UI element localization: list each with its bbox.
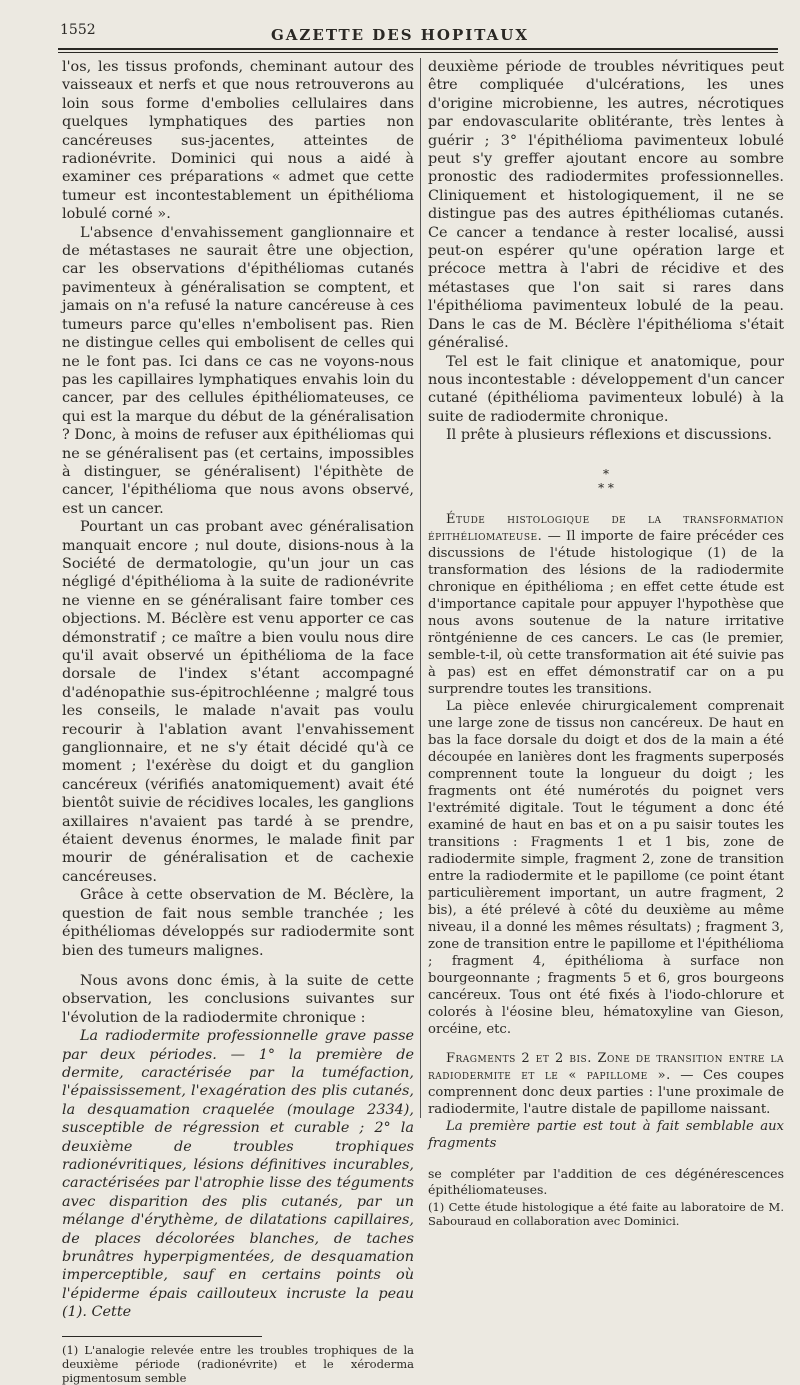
left-column	[62, 58, 414, 1385]
paragraph: La radiodermite professionnelle grave passe par deux périodes. — 1° la première de dermite, caractérisée par la tuméfaction, l'épaississement, l'exagération des plis cutanés, la desquamation craquelée (moulage 2334), susceptible de régression et curable ; 2° la deuxième de troubles trophiques radionévritiques, lésions définitives incurables, caractérisées par l'atrophie lisse des téguments avec disparition des plis cutanés, par un mélange d'érythème, de dilatations capillaires, de places décolorées blanches, de taches brunâtres hyperpigmentées, de desquamation imperceptible, sauf en certains points où l'épiderme épais caillouteux incruste la peau (1). Cette	[62, 1028, 414, 1321]
paragraph: Nous avons donc émis, à la suite de cette observation, les conclusions suivantes sur l'évolution de la radiodermite chronique :	[62, 972, 414, 1026]
paragraph: Il prête à plusieurs réflexions et discussions.	[446, 427, 772, 444]
paragraph	[428, 511, 784, 698]
section-stars: * * *	[598, 466, 614, 495]
paragraph: La pièce enlevée chirurgicalement comprenait une large zone de tissus non cancéreux. De haut en bas la face dorsale du doigt et dos de la main a été découpée en lanières dont les fragments superposés comprennent toute la longueur du doigt ; les fragments ont été numérotés du poignet vers l'extrémité digitale. Tout le tégument a donc été examiné de haut en bas et on a pu saisir toutes les transitions : Fragments 1 et 1 bis, zone de radiodermite simple, fragment 2, zone de transition entre la radiodermite et le papillome (ce point étant particulièrement important, un autre fragment, 2 bis), a été prélevé à côté du deuxième au même niveau, il a donné les mêmes résultats) ; fragment 3, zone de transition entre le papillome et l'épithélioma ; fragment 4, épithélioma à surface non bourgeonnante ; fragments 5 et 6, gros bourgeons cancéreux. Tous ont été fixés à l'iodo-chlorure et colorés à l'éosine bleu, hématoxyline van Gieson, orcéine, etc.	[428, 698, 784, 1037]
footnote: (1) Cette étude histologique a été faite au laboratoire de M. Sabouraud en collaboration avec Dominici.	[428, 1199, 784, 1228]
page-number: 1552	[60, 22, 96, 38]
right-column	[428, 58, 784, 1228]
paragraph: Tel est le fait clinique et anatomique, pour nous incontestable : développement d'un cancer cutané (épithélioma pavimenteux lobulé) à la suite de radiodermite chronique.	[428, 353, 784, 425]
header-rule	[58, 48, 778, 50]
running-title: GAZETTE DES HOPITAUX	[270, 26, 529, 44]
paragraph: Grâce à cette observation de M. Béclère, la question de fait nous semble tranchée ; les épithéliomas développés sur radiodermite sont bien des tumeurs malignes.	[62, 887, 414, 959]
paragraph: La première partie est tout à fait semblable aux fragments	[428, 1118, 784, 1151]
section-text: — Ces coupes comprennent donc deux parties : l'une proximale de radiodermite, l'autre distale de papillome naissant.	[428, 1067, 784, 1117]
footnote: (1) L'analogie relevée entre les troubles trophiques de la deuxième période (radionévrite) et le xéroderma pigmentosum semble	[62, 1342, 414, 1385]
paragraph: deuxième période de troubles névritiques peut être compliquée d'ulcérations, les unes d'origine microbienne, les autres, nécrotiques par endovascularite oblitérante, très lentes à guérir ; 3° l'épithélioma pavimenteux lobulé peut s'y greffer ajoutant encore au sombre pronostic des radiodermites professionnelles. Cliniquement et histologiquement, il ne se distingue pas des autres épithéliomas cutanés. Ce cancer a tendance à rester localisé, aussi peut-on espérer qu'une opération large et précoce mettra à l'abri de récidive et des métastases que l'on sait si rares dans l'épithélioma pavimenteux lobulé de la peau. Dans le cas de M. Béclère l'épithélioma s'était généralisé.	[428, 59, 784, 352]
paragraph	[428, 1050, 784, 1118]
paragraph: l'os, les tissus profonds, cheminant autour des vaisseaux et nerfs et que nous retrouverons au loin sous forme d'embolies cellulaires dans quelques lymphatiques des parties non cancéreuses sus-jacentes, atteintes de radionévrite. Dominici qui nous a aidé à examiner ces préparations « admet que cette tumeur est incontestablement un épithélioma lobulé corné ».	[62, 59, 414, 223]
footnote-rule	[62, 1336, 262, 1337]
section-text: — Il importe de faire précéder ces discussions de l'étude histologique (1) de la transformation des lésions de la radiodermite chronique en épithélioma ; en effet cette étude est d'importance capitale pour appuyer l'hypothèse que nous avons soutenue de la nature irritative röntgénienne de ces cancers. Le cas (le premier, semble-t-il, où cette transformation ait été suivie pas à pas) est en effet démonstratif car on a pu surprendre toutes les transitions.	[428, 528, 784, 697]
paragraph: Pourtant un cas probant avec généralisation manquait encore ; nul doute, disions-nous à la Société de dermatologie, qu'un jour un cas négligé d'épithélioma à la suite de radionévrite ne vienne en se généralisant faire tomber ces objections. M. Béclère est venu apporter ce cas démonstratif ; ce maître a bien voulu nous dire qu'il avait observé un épithélioma de la face dorsale de l'index s'étant accompagné d'adénopathie sus-épitrochléenne ; malgré tous les conseils, le malade n'avait pas voulu recourir à l'ablation avant l'envahissement ganglionnaire, et ne s'y était décidé qu'à ce moment ; l'exérèse du doigt et du ganglion cancéreux (vérifiés anatomiquement) avait été bientôt suivie de récidives locales, les ganglions axillaires n'avaient pas tardé à se prendre, étaient devenus énormes, le malade finit par mourir de généralisation et de cachexie cancéreuses.	[62, 519, 414, 885]
footnote-continuation: se compléter par l'addition de ces dégénérescences épithéliomateuses.	[428, 1165, 784, 1197]
header-rule-thin	[58, 52, 778, 53]
column-separator	[420, 58, 421, 1118]
paragraph: L'absence d'envahissement ganglionnaire et de métastases ne saurait être une objection, car les observations d'épithéliomas cutanés pavimenteux à généralisation se comptent, et jamais on n'a refusé la nature cancéreuse à ces tumeurs parce qu'elles n'embolisent pas. Rien ne distingue celles qui embolisent de celles qui ne le font pas. Ici dans ce cas ne voyons-nous pas les capillaires lymphatiques envahis loin du cancer, par des cellules épithéliomateuses, ce qui est la marque du début de la généralisation ? Donc, à moins de refuser aux épithéliomas qui ne se généralisent pas (et certains, impossibles à distinguer, se généralisent) l'épithète de cancer, l'épithélioma que nous avons observé, est un cancer.	[62, 224, 414, 517]
section-title: Fragments 2 et 2 bis. Zone de transition entre la radiodermite et le « papillome ».	[428, 1050, 784, 1083]
section-title: Étude histologique de la transformation épithéliomateuse.	[428, 511, 784, 544]
